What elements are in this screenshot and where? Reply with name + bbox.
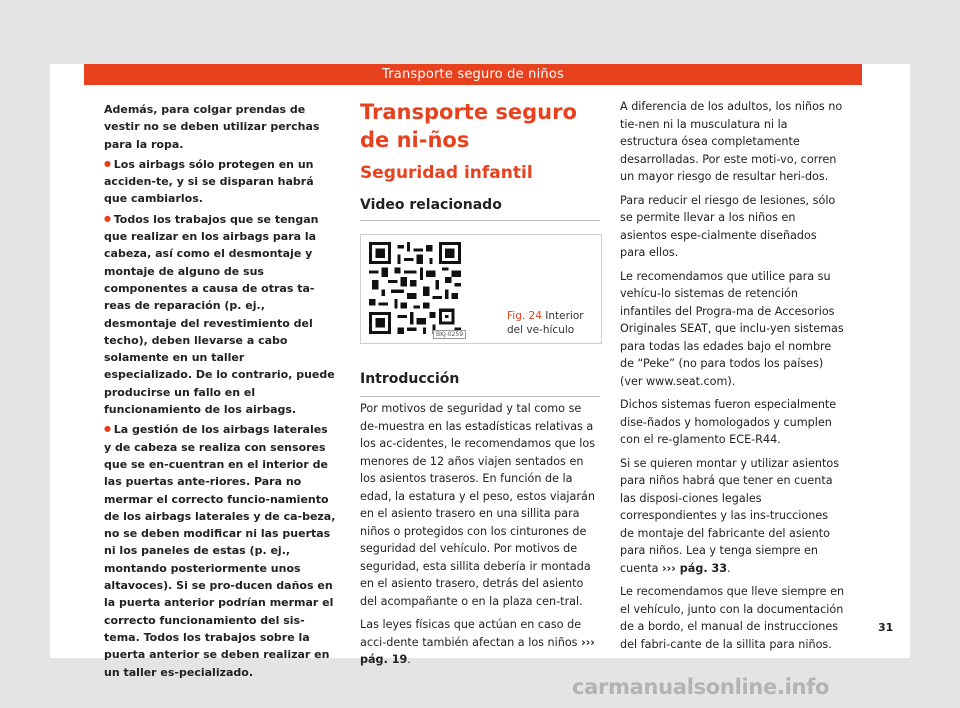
page-reference-link[interactable]: ››› pág. 33 [662, 561, 728, 575]
paragraph: Le recomendamos que utilice para su vehícu-lo sistemas de retención infantiles del Progra-ma de Accesorios Originales SEAT, que inclu-yen sistemas para todas las edades bajo el nombre de “Peke” (no para todos los países) (ver www.seat.com). [620, 269, 844, 388]
figure-number: Fig. 24 [507, 310, 542, 322]
warning-bullet: ● Todos los trabajos que se tengan que realizar en los airbags para la cabeza, así como el desmontaje y montaje de alguno de sus componentes a causa de otras ta-reas de reparación (p. ej., desmontaje del revestimiento del techo), deben llevarse a cabo solamente en un taller especializado. De lo contrario, puede producirse un fallo en el funcionamiento de los airbags. [104, 210, 336, 419]
intro-body [360, 400, 600, 675]
figure-code: BKJ-0259 [433, 330, 466, 339]
section-title: Seguridad infantil [360, 163, 533, 183]
section-header: Transporte seguro de niños [84, 64, 862, 85]
middle-column [360, 98, 600, 221]
right-column [620, 98, 845, 659]
figure-24 [360, 234, 602, 344]
warning-intro: Además, para colgar prendas de vestir no se deben utilizar perchas para la ropa. [104, 103, 320, 151]
paragraph: Le recomendamos que lleve siempre en el vehículo, junto con la documentación de a bordo, el manual de instrucciones del fabri-cante de la sillita para niños. [620, 585, 845, 651]
figure-caption [507, 309, 599, 337]
warning-bullet: ● La gestión de los airbags laterales y de cabeza se realiza con sensores que se en-cuentran en el interior de las puertas ante-riores. Para no mermar el correcto funcio-namiento de los airbags laterales y de ca-beza, no se deben modificar ni las puertas ni los paneles de estas (p. ej., montando posteriormente unos altavoces). Si se pro-ducen daños en la puerta anterior podrían mermar el correcto funcionamiento del sis-tema. Todos los trabajos sobre la puerta anterior se deben realizar en un taller es-pecializado. [104, 420, 336, 680]
paragraph [360, 616, 600, 669]
paragraph: Por motivos de seguridad y tal como se de-muestra en las estadísticas relativas a los ac-cidentes, le recomendamos que los menores de 12 años viajen sentados en los asientos traseros. En función de la edad, la estatura y el peso, estos viajarán en el asiento trasero en una sillita para niños o protegidos con los cinturones de seguridad del vehículo. Por motivos de seguridad, esta sillita debería ir montada en el asiento trasero, detrás del asiento del acompañante o en la plaza cen-tral. [360, 402, 596, 608]
qr-code-icon[interactable] [369, 239, 461, 337]
paragraph-text: Si se quieren montar y utilizar asientos para niños habrá que tener en cuenta las disposi-ciones legales correspondientes y las ins-trucciones de montaje del fabricante del asiento para niños. Lea y tenga siempre en cuenta [620, 456, 840, 575]
intro-heading: Introducción [360, 371, 460, 387]
punctuation: . [727, 561, 731, 575]
paragraph [620, 455, 845, 578]
divider [360, 220, 600, 221]
figure-caption-text: Interior del ve-hículo [507, 310, 584, 336]
watermark: carmanualsonline.info [572, 675, 830, 699]
punctuation: . [407, 653, 411, 666]
paragraph-text: Las leyes físicas que actúan en caso de acci-dente también afectan a los niños [360, 618, 582, 649]
intro-header [360, 370, 600, 397]
paragraph: Para reducir el riesgo de lesiones, sólo se permite llevar a los niños en asientos espe-cialmente diseñados para ellos. [620, 193, 836, 259]
page-number: 31 [878, 621, 894, 634]
page-reference-link[interactable]: ››› pág. 19 [360, 635, 595, 666]
paragraph: Dichos sistemas fueron especialmente dise-ñados y homologados y cumplen con el re-glamento ECE-R44. [620, 398, 837, 446]
chapter-title: Transporte seguro de ni-ños [360, 100, 577, 152]
left-column [104, 101, 336, 683]
video-heading: Video relacionado [360, 197, 502, 213]
divider [360, 396, 600, 397]
paragraph: A diferencia de los adultos, los niños no tie-nen ni la musculatura ni la estructura ósea completamente desarrolladas. Por este moti-vo, corren un mayor riesgo de resultar heri-dos. [620, 100, 843, 183]
warning-bullet: ● Los airbags sólo protegen en un acciden-te, y si se disparan habrá que cambiarlos. [104, 155, 336, 208]
